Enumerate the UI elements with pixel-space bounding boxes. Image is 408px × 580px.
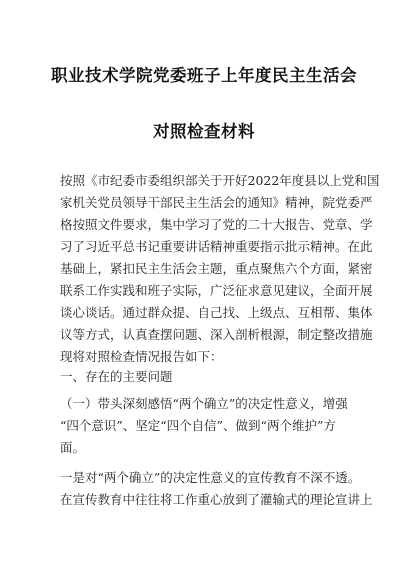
body-line: 一是对“两个确立”的决定性意义的宣传教育不深不透。	[60, 470, 361, 485]
intro-line: 议等方式，认真查摆问题、深入剖析根源，制定整改措施	[60, 327, 373, 342]
section-heading: 一、存在的主要问题	[60, 369, 173, 384]
intro-line: 联系工作实践和班子实际，广泛征求意见建议，全面开展	[60, 283, 373, 298]
intro-line: 按照《市纪委市委组织部关于开好2022年度县以上党和国	[60, 173, 380, 188]
intro-line: 现将对照检查情况报告如下：	[60, 349, 223, 364]
subsection-heading	[60, 393, 356, 459]
body-paragraph	[60, 467, 373, 511]
intro-line: 谈心谈话。通过群众提、自己找、上级点、互相帮、集体	[60, 305, 373, 320]
subsection-line: “四个意识”、坚定“四个自信”、做到“两个维护”方	[60, 418, 336, 433]
intro-line: 基础上，紧扣民主生活会主题，重点聚焦六个方面，紧密	[60, 261, 373, 276]
subsection-line: 面。	[60, 440, 86, 455]
subsection-line: （一）带头深刻感悟“两个确立”的决定性意义，增强	[60, 396, 348, 411]
intro-line: 家机关党员领导干部民主生活会的通知》精神，院党委严	[60, 195, 373, 210]
body-line: 在宣传教育中往往将工作重心放到了灌输式的理论宣讲上	[60, 492, 373, 507]
document-title-line-1: 职业技术学院党委班子上年度民主生活会	[51, 66, 357, 85]
intro-line: 习了习近平总书记重要讲话精神重要指示批示精神。在此	[60, 239, 373, 254]
intro-line: 格按照文件要求，集中学习了党的二十大报告、党章、学	[60, 217, 373, 232]
intro-paragraph	[60, 170, 380, 368]
document-title-line-2: 对照检查材料	[153, 122, 255, 141]
